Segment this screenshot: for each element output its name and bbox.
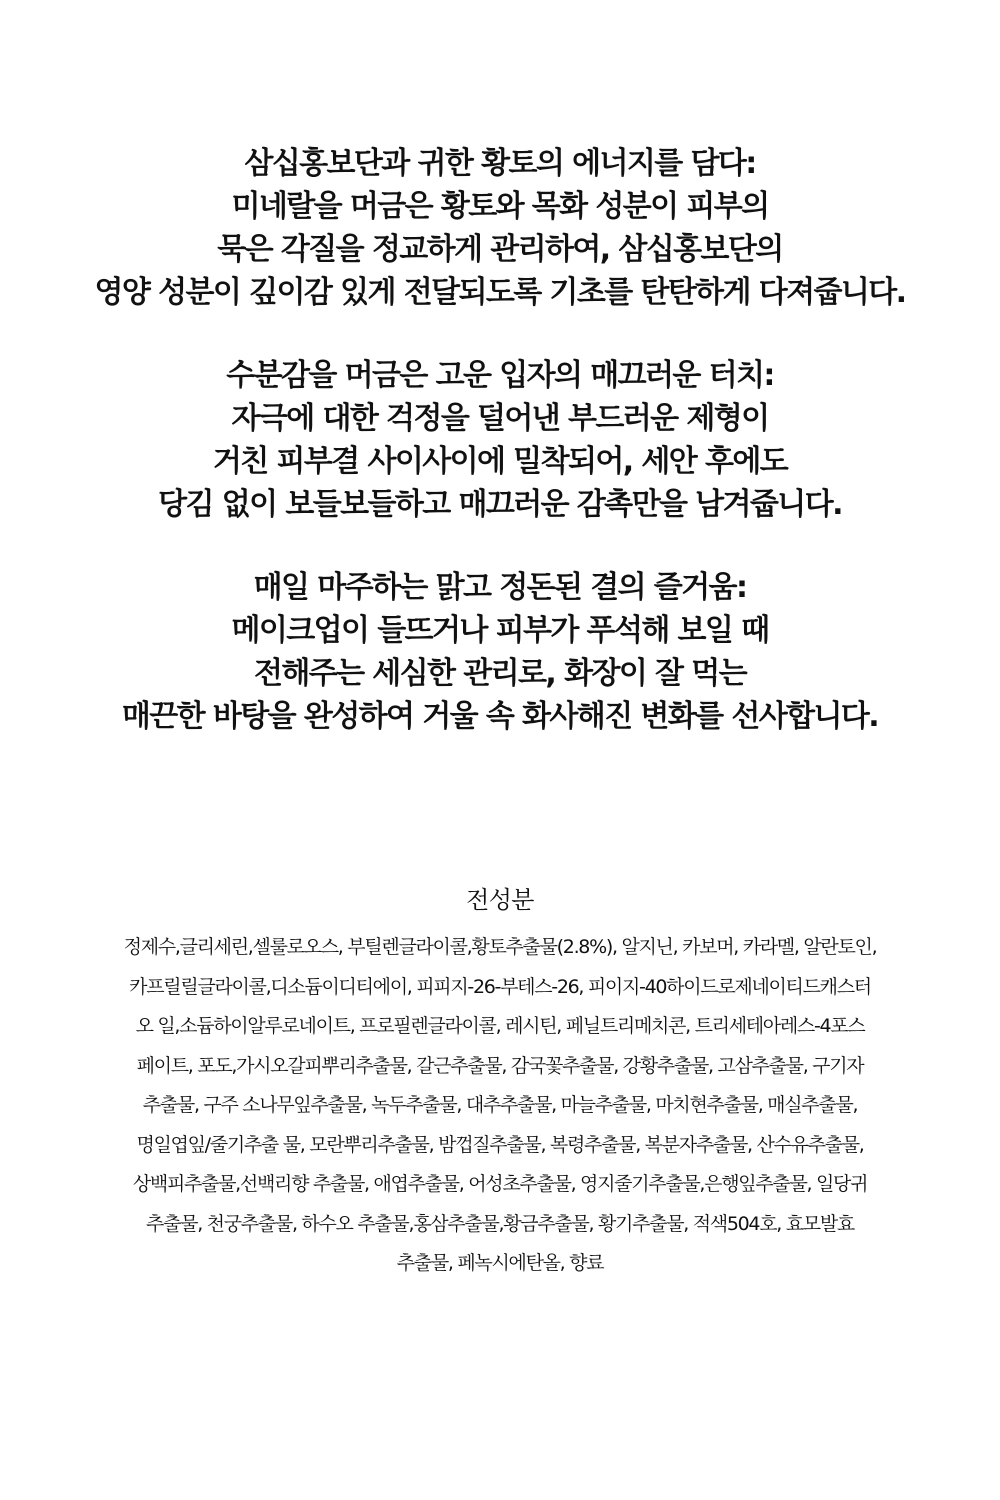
description-heading-line: 수분감을 머금은 고운 입자의 매끄러운 터치:: [226, 358, 774, 393]
ingredients-line: 추출물, 구주 소나무잎추출물, 녹두추출물, 대추추출물, 마늘추출물, 마치현추출물, 매실추출물,: [142, 1094, 858, 1116]
description-line: 거친 피부결 사이사이에 밀착되어, 세안 후에도: [212, 444, 788, 479]
description-block-1: [0, 142, 1000, 314]
ingredients-section: [40, 880, 960, 1284]
ingredients-list: [40, 928, 960, 1284]
description-line: 메이크업이 들뜨거나 피부가 푸석해 보일 때: [231, 613, 769, 648]
ingredients-line: 추출물, 페녹시에탄올, 향료: [396, 1252, 604, 1274]
ingredients-line: 페이트, 포도,가시오갈피뿌리추출물, 갈근추출물, 감국꽃추출물, 강황추출물, 고삼추출물, 구기자: [136, 1054, 864, 1077]
ingredients-heading: 전성분: [466, 886, 534, 914]
description-block-3: [0, 566, 1000, 738]
ingredients-line: 명일엽잎/줄기추출 물, 모란뿌리추출물, 밤껍질추출물, 복령추출물, 복분자추출물, 산수유추출물,: [136, 1133, 864, 1156]
description-line: 전해주는 세심한 관리로, 화장이 잘 먹는: [253, 656, 747, 691]
ingredients-line: 상백피추출물,선백리향 추출물, 애엽추출물, 어성초추출물, 영지줄기추출물,은행잎추출물, 일당귀: [132, 1173, 868, 1195]
product-description: [0, 142, 1000, 778]
ingredients-line: 오 일,소듐하이알루로네이트, 프로필렌글라이콜, 레시틴, 페닐트리메치콘, 트리세테아레스-4포스: [135, 1015, 865, 1037]
description-line: 묵은 각질을 정교하게 관리하여, 삼십홍보단의: [217, 232, 783, 267]
description-line: 자극에 대한 걱정을 덜어낸 부드러운 제형이: [231, 401, 769, 436]
description-heading-line: 삼십홍보단과 귀한 황토의 에너지를 담다:: [244, 146, 756, 181]
ingredients-line: 추출물, 천궁추출물, 하수오 추출물,홍삼추출물,황금추출물, 황기추출물, 적색504호, 효모발효: [146, 1212, 854, 1235]
ingredients-line: 정제수,글리세린,셀룰로오스, 부틸렌글라이콜,황토추출물(2.8%), 알지닌, 카보머, 카라멜, 알란토인,: [123, 936, 877, 958]
description-line: 미네랄을 머금은 황토와 목화 성분이 피부의: [231, 189, 769, 224]
description-block-2: [0, 354, 1000, 526]
description-line: 매끈한 바탕을 완성하여 거울 속 화사해진 변화를 선사합니다.: [121, 699, 879, 734]
description-heading-line: 매일 마주하는 맑고 정돈된 결의 즐거움:: [253, 570, 747, 605]
description-line: 영양 성분이 깊이감 있게 전달되도록 기초를 탄탄하게 다져줍니다.: [94, 275, 906, 310]
description-line: 당김 없이 보들보들하고 매끄러운 감촉만을 남겨줍니다.: [158, 487, 842, 522]
ingredients-line: 카프릴릴글라이콜,디소듐이디티에이, 피피지-26-부테스-26, 피이지-40하이드로제네이티드캐스터: [129, 975, 871, 998]
